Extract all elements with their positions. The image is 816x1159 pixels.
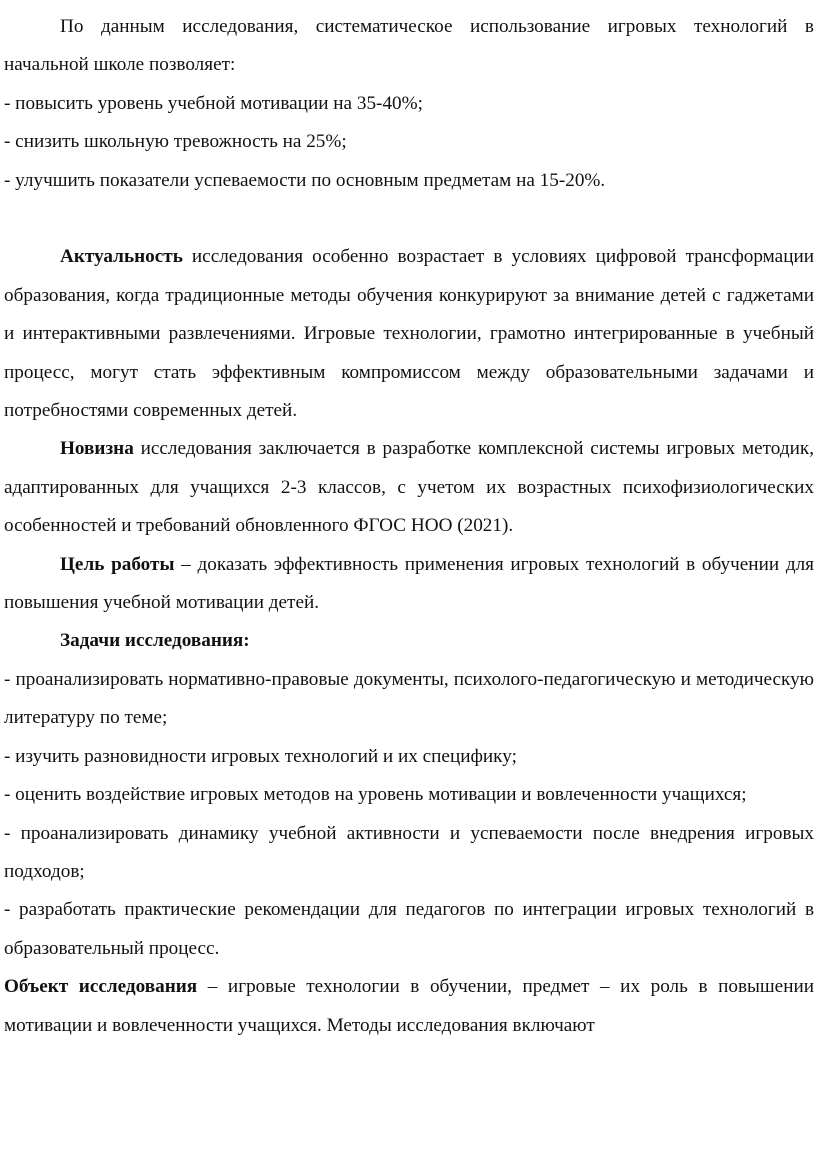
task-item: - оценить воздействие игровых методов на уровень мотивации и вовлеченности учащихся; xyxy=(4,784,747,806)
task-item: - изучить разновидности игровых технологий и их специфику; xyxy=(4,745,517,767)
goal-text: – доказать эффективность применения игровых технологий в обучении для повышения учебной мотивации детей. xyxy=(4,553,814,614)
object-paragraph xyxy=(4,968,814,1045)
relevance-term: Актуальность xyxy=(60,246,183,268)
goal-paragraph xyxy=(4,546,814,623)
novelty-text: исследования заключается в разработке комплексной системы игровых методик, адаптированных для учащихся 2-3 классов, с учетом их возрастных психофизиологических особенностей и требований обновленного ФГОС НОО (2021). xyxy=(4,438,814,537)
task-item: - разработать практические рекомендации для педагогов по интеграции игровых технологий в образовательный процесс. xyxy=(4,899,814,959)
tasks-heading: Задачи исследования: xyxy=(60,630,250,652)
object-text: – игровые технологии в обучении, предмет – их роль в повышении мотивации и вовлеченности учащихся. Методы исследования включают xyxy=(4,976,814,1036)
task-item: - проанализировать динамику учебной активности и успеваемости после внедрения игровых подходов; xyxy=(4,822,814,882)
intro-item: - улучшить показатели успеваемости по основным предметам на 15-20%. xyxy=(4,169,606,191)
object-term: Объект исследования xyxy=(4,976,198,998)
task-item: - проанализировать нормативно-правовые документы, психолого-педагогическую и методическую литературу по теме; xyxy=(4,668,814,729)
intro-item: - повысить уровень учебной мотивации на 35-40%; xyxy=(4,92,423,114)
intro-item: - снизить школьную тревожность на 25%; xyxy=(4,131,347,153)
intro-paragraph: По данным исследования, систематическое использование игровых технологий в начальной школе позволяет: xyxy=(4,16,814,76)
blank-line xyxy=(4,200,814,238)
relevance-text: исследования особенно возрастает в условиях цифровой трансформации образования, когда традиционные методы обучения конкурируют за внимание детей с гаджетами и интерактивными развлечениями. Игровые технологии, грамотно интегрированные в учебный процесс, могут стать эффективным компромиссом между образовательными задачами и потребностями современных детей. xyxy=(4,246,814,422)
relevance-paragraph xyxy=(4,238,814,430)
novelty-paragraph xyxy=(4,430,814,545)
novelty-term: Новизна xyxy=(60,438,134,460)
goal-term: Цель работы xyxy=(60,553,175,575)
